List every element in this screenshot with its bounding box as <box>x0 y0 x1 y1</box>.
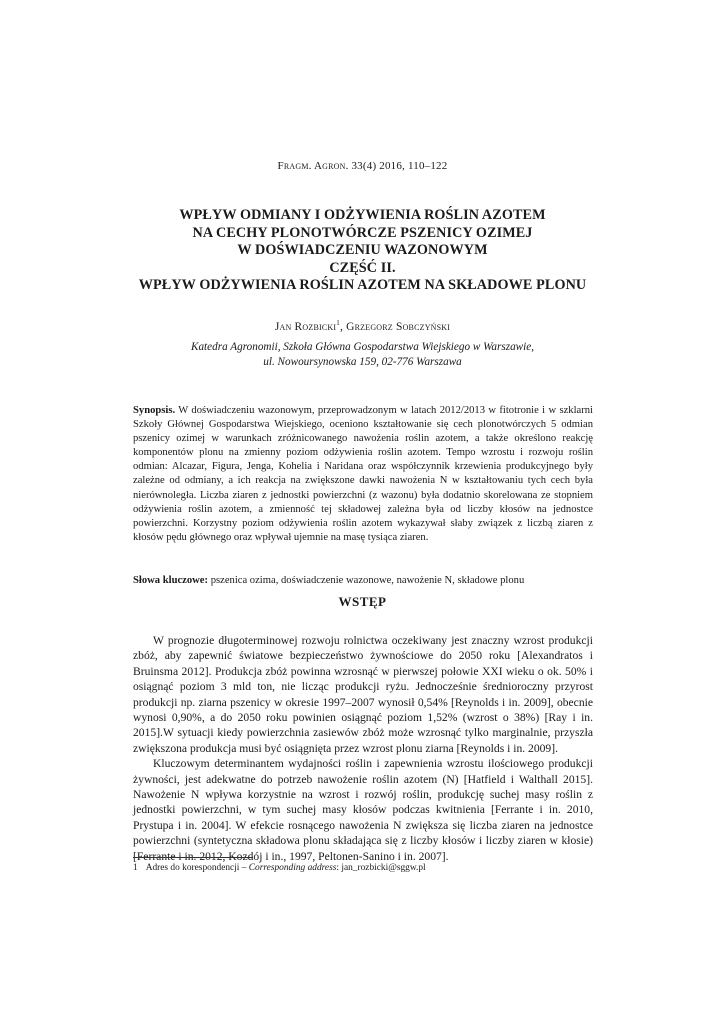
affiliation-line: Katedra Agronomii, Szkoła Główna Gospodarstwa Wiejskiego w Warszawie, <box>191 341 534 353</box>
keywords-text: pszenica ozima, doświadczenie wazonowe, nawożenie N, składowe plonu <box>208 575 525 586</box>
journal-issue: 33(4) 2016, 110–122 <box>351 160 448 172</box>
footnote-italic: Corresponding address <box>248 863 337 873</box>
synopsis <box>133 404 593 545</box>
title-line: WPŁYW ODŻYWIENIA ROŚLIN AZOTEM NA SKŁADOWE PLONU <box>138 277 587 294</box>
journal-citation <box>0 160 725 172</box>
synopsis-text: W doświadczeniu wazonowym, przeprowadzonym w latach 2012/2013 w fitotronie i w szklarni Szkoły Głównej Gospodarstwa Wiejskiego, oceniono kształtowanie się cech plonotwórczych 5 odmian pszenicy ozimej w warunkach zróżnicowanego nawożenia roślin azotem, a także określono reakcję komponentów plonu na zmienny poziom odżywienia roślin azotem. Tempo wzrostu i rozwoju roślin odmian: Alcazar, Figura, Jenga, Kohelia i Naridana oraz współczynnik krzewienia produkcyjnego były zależne od odmiany, a ich reakcja na zwiększone dawki nawożenia N w kształtowaniu tych cech była nierównoległa. Liczba ziaren z jednostki powierzchni (z wazonu) była dodatnio skorelowana ze stopniem odżywienia roślin azotem, a zmienność tej składowej zależna była od liczby kłosów na jednostce powierzchni. Korzystny poziom odżywienia roślin azotem wykazywał słaby związek z liczbą ziaren z kłosów pędu głównego oraz wpływał ujemnie na masę tysiąca ziaren. <box>133 405 593 543</box>
journal-name: Fragm. Agron. <box>277 160 349 172</box>
footnote <box>133 862 593 874</box>
body-text <box>133 633 593 864</box>
title-line: W DOŚWIADCZENIU WAZONOWYM <box>237 242 488 259</box>
affiliation-line: ul. Nowoursynowska 159, 02-776 Warszawa <box>263 355 462 368</box>
footnote-prefix: Adres do korespondencji – <box>145 863 249 873</box>
author-name: Jan Rozbicki <box>274 320 337 333</box>
keywords <box>133 574 593 588</box>
footnote-marker: 1 <box>336 319 340 327</box>
footnote-number: 1 <box>133 863 138 873</box>
author-name: , Grzegorz Sobczyński <box>339 320 451 333</box>
title-line: WPŁYW ODMIANY I ODŻYWIENIA ROŚLIN AZOTEM <box>179 207 546 223</box>
footnote-divider <box>133 857 253 858</box>
paragraph: W prognozie długoterminowej rozwoju rolnictwa oczekiwany jest znaczny wzrost produkcji zbóż, aby zapewnić światowe bezpieczeństwo żywnościowe do 2050 roku [Alexandratos i Bruinsma 2012]. Produkcja zbóż powinna wzrosnąć w pierwszej połowie XXI wieku o ok. 50% i osiągnąć poziom 3 mld ton, nie licząc produkcji ryżu. Jednocześnie średnioroczny przyrost produkcji np. ziarna pszenicy w okresie 1997–2007 wynosił 0,54% [Reynolds i in. 2009], obecnie wynosi 0,90%, a do 2050 roku powinien osiągnąć poziom 1,52% (wzrost o 38%) [Ray i in. 2015].W sytuacji kiedy powierzchnia zasiewów zbóż może wzrosnąć tylko marginalnie, przyszła zwiększona produkcja musi być osiągnięta przez wzrost plonu ziarna [Reynolds i in. 2009]. <box>133 634 593 755</box>
footnote-email: : jan_rozbicki@sggw.pl <box>336 863 426 873</box>
paragraph: Kluczowym determinantem wydajności roślin i zapewnienia wzrostu ilościowego produkcji żywności, jest adekwatne do potrzeb nawożenie roślin azotem (N) [Hatfield i Walthall 2015]. Nawożenie N wpływa korzystnie na wzrost i rozwój roślin, produkcję suchej masy roślin z jednostki powierzchni, w tym suchej masy kłosów podczas kwitnienia [Ferrante i in. 2010, Prystupa i in. 2004]. W efekcie rosnącego nawożenia N zwiększa się liczba ziaren na jednostce powierzchni (syntetyczna składowa plonu składająca się z liczby kłosów i liczby ziaren w kłosie) [Ferrante i in. 2012, Kozdój i in., 1997, Peltonen-Sanino i in. 2007]. <box>133 757 593 863</box>
title-line: NA CECHY PLONOTWÓRCZE PSZENICY OZIMEJ <box>192 224 533 241</box>
synopsis-label: Synopsis. <box>133 405 176 416</box>
affiliation <box>0 340 725 369</box>
author-list <box>0 319 725 333</box>
article-title <box>80 207 645 295</box>
section-heading: WSTĘP <box>338 594 387 609</box>
keywords-label: Słowa kluczowe: <box>133 575 209 586</box>
title-line: CZĘŚĆ II. <box>329 259 396 276</box>
